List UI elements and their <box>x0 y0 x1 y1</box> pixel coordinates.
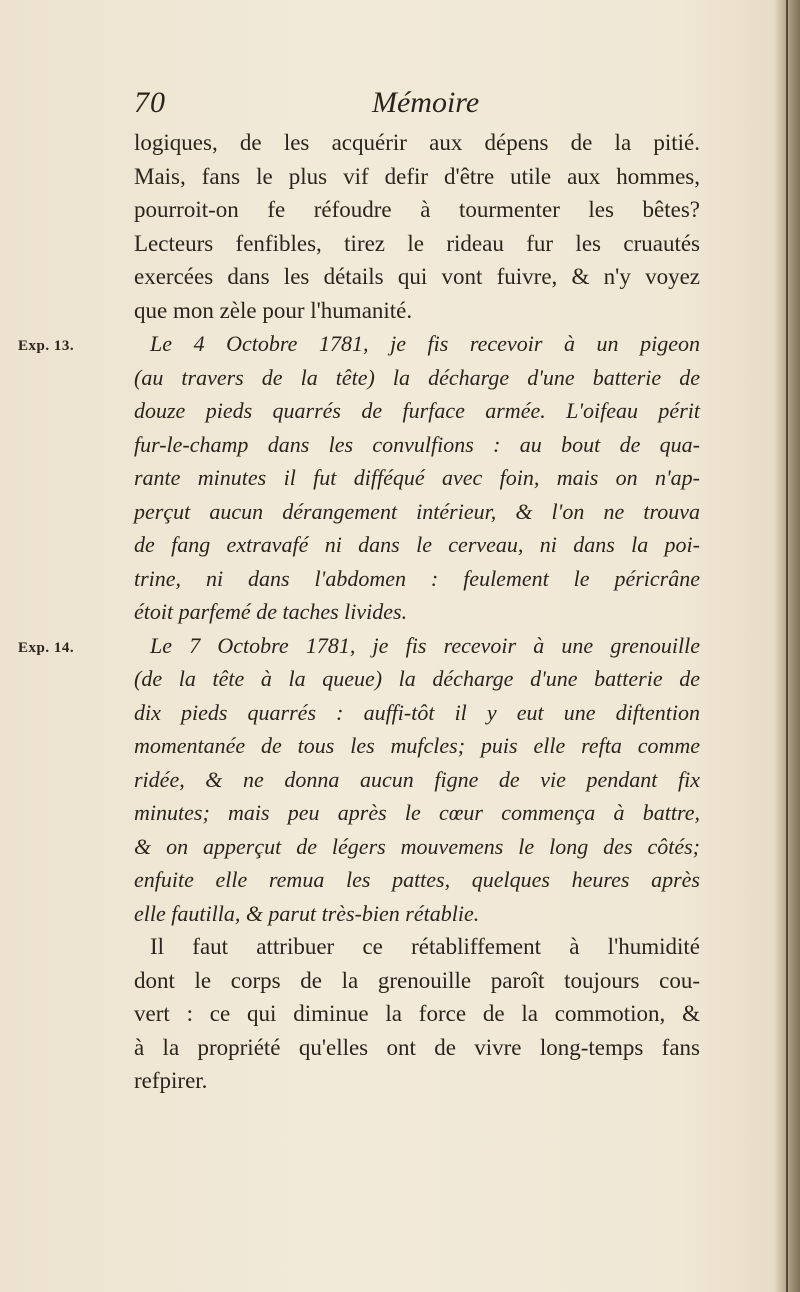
body-text <box>134 126 700 1098</box>
text-line: fur-le-champ dans les convulfions : au bout de qua- <box>134 431 700 457</box>
text-line: rante minutes il fut difféqué avec foin, mais on n'ap- <box>134 465 700 490</box>
text-line: (au travers de la tête) la décharge d'une batterie de <box>134 364 700 390</box>
text-line: que mon zèle pour l'humanité. <box>134 297 413 323</box>
text-line: logiques, de les acquérir aux dépens de la pitié. <box>134 130 700 155</box>
text-line: Lecteurs fenfibles, tirez le rideau fur les cruautés <box>134 230 700 256</box>
text-line: dix pieds quarrés : auffi-tôt il y eut une diftention <box>134 699 700 725</box>
text-line: douze pieds quarrés de furface armée. L'oifeau périt <box>134 398 700 423</box>
text-line: à la propriété qu'elles ont de vivre long-temps fans <box>134 1034 700 1060</box>
text-line: Le 4 Octobre 1781, je fis recevoir à un pigeon <box>150 331 700 356</box>
text-line: étoit parfemé de taches livides. <box>134 599 408 624</box>
margin-note-exp-14: Exp. 14. <box>18 640 75 656</box>
text-line: de fang extravafé ni dans le cerveau, ni dans la poi- <box>134 532 700 557</box>
text-line: vert : ce qui diminue la force de la commotion, & <box>134 1001 700 1026</box>
text-line: trine, ni dans l'abdomen : feulement le péricrâne <box>134 565 700 591</box>
text-line: elle fautilla, & parut très-bien rétablie. <box>134 900 480 926</box>
text-line: & on apperçut de légers mouvemens le long des côtés; <box>134 833 700 859</box>
page-number: 70 <box>134 86 166 119</box>
text-line: momentanée de tous les mufcles; puis elle refta comme <box>134 733 700 758</box>
text-line: refpirer. <box>134 1068 208 1093</box>
text-line: dont le corps de la grenouille paroît toujours cou- <box>134 967 700 993</box>
page-header <box>134 86 694 126</box>
text-line: ridée, & ne donna aucun figne de vie pendant fix <box>134 766 700 792</box>
text-line: minutes; mais peu après le cœur commença à battre, <box>134 800 700 825</box>
text-line: Il faut attribuer ce rétabliffement à l'humidité <box>150 934 700 959</box>
running-title: Mémoire <box>372 86 480 119</box>
book-spine-edge <box>786 0 788 1292</box>
margin-note-exp-13: Exp. 13. <box>18 338 75 354</box>
text-line: Mais, fans le plus vif defir d'être utile aux hommes, <box>134 163 700 189</box>
text-line: pourroit-on fe réfoudre à tourmenter les bêtes? <box>134 197 700 222</box>
text-line: Le 7 Octobre 1781, je fis recevoir à une grenouille <box>150 632 700 658</box>
text-line: exercées dans les détails qui vont fuivre, & n'y voyez <box>134 264 700 289</box>
text-line: (de la tête à la queue) la décharge d'une batterie de <box>134 666 700 691</box>
text-line: perçut aucun dérangement intérieur, & l'on ne trouva <box>134 498 700 524</box>
text-line: enfuite elle remua les pattes, quelques heures après <box>134 867 700 892</box>
